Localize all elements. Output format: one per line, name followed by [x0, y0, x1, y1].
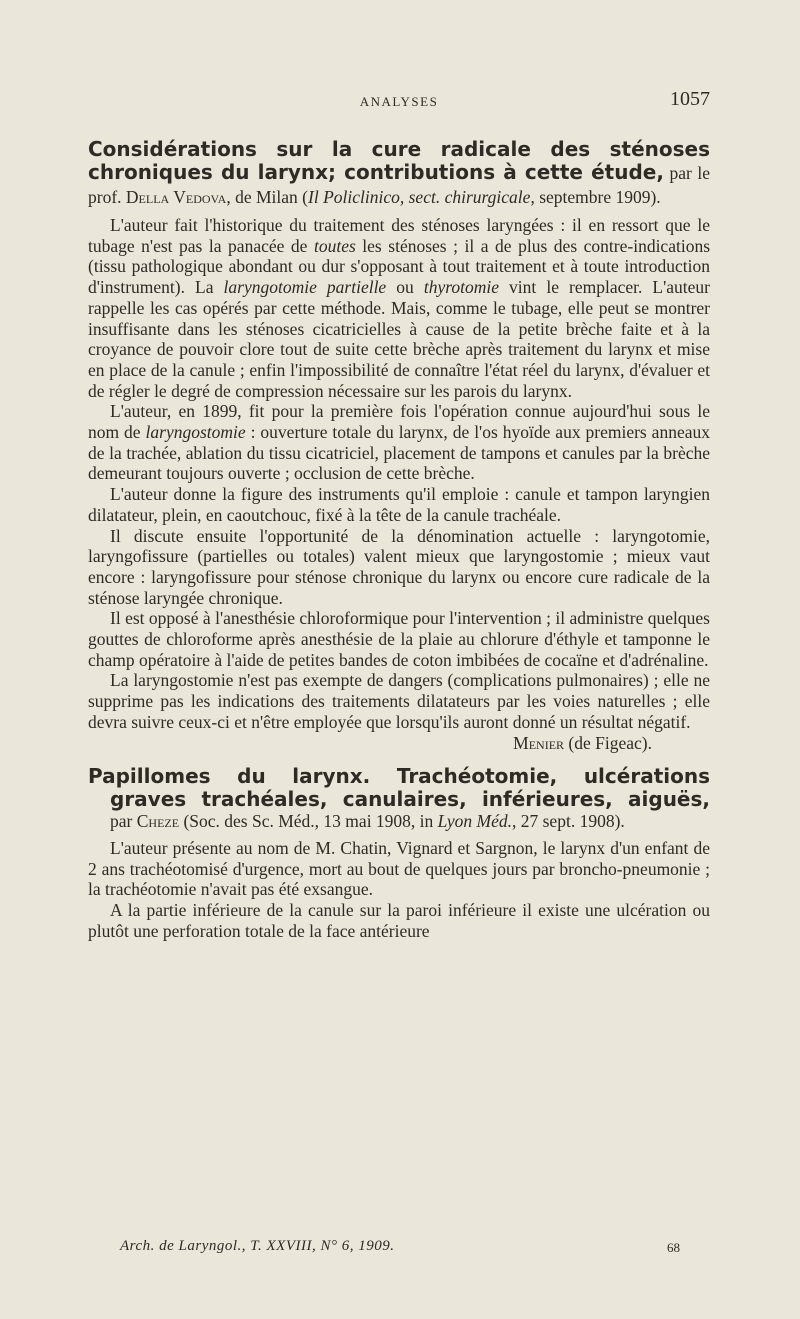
article-2-title-line-2: graves trachéales, canulaires, inférieures, aiguës, — [110, 787, 710, 812]
article-2-paragraph-2: A la partie inférieure de la canule sur la paroi inférieure il existe une ulcération ou plutôt une perforation totale de la face antérieure — [88, 900, 710, 941]
article-2-source: Lyon Méd. — [437, 811, 512, 832]
signature-name: Menier — [513, 732, 565, 753]
article-1-paragraph-3: L'auteur donne la figure des instruments qu'il emploie : canule et tampon laryngien dilatateur, plein, en caoutchouc, fixé à la tête de la canule trachéale. — [88, 484, 710, 525]
page-body — [88, 138, 710, 942]
signature-place: (de Figeac). — [564, 732, 652, 753]
article-1-heading — [88, 138, 710, 209]
article-1-paragraph-1: L'auteur fait l'historique du traitement des sténoses laryngées : il en ressort que le tubage n'est pas la panacée de toutes les sténoses ; il a de plus des contre-indications (tissu pathologique abondant ou dur s'opposant à tout traitement et à toute introduction d'instrument). La laryngotomie partielle ou thyrotomie vint le remplacer. L'auteur rappelle les cas opérés par cette méthode. Mais, comme le tubage, elle peut se montrer insuffisante dans les sténoses cicatricielles à cause de la petite brèche faite et à la croyance de pouvoir clore tout de suite cette brèche après traitement du larynx et mise en place de la canule ; enfin l'impossibilité de connaître l'état réel du larynx, d'évaluer et de régler le degré de compression nécessaire sur les parois du larynx. — [88, 215, 711, 401]
article-1-signature — [88, 733, 710, 754]
article-1-byline: par le prof. Della Vedova, de Milan (Il Policlinico, sect. chirurgicale, septembre 1909). — [88, 163, 710, 207]
article-2-paragraph-1: L'auteur présente au nom de M. Chatin, Vignard et Sargnon, le larynx d'un enfant de 2 ans trachéotomisé d'urgence, mort au bout de quelques jours par broncho-pneumonie ; la trachéotomie n'avait pas été exsangue. — [88, 837, 710, 900]
footer-journal: Arch. de Laryngol., T. XXVIII, N° 6, 1909. — [120, 1238, 395, 1254]
running-title: ANALYSES — [359, 94, 439, 109]
article-1-title: Considérations sur la cure radicale des sténoses chroniques du larynx; contributions à cette étude, — [88, 137, 710, 184]
page-header — [88, 88, 710, 118]
article-2-author: Cheze — [136, 811, 180, 832]
article-1-source: Il Policlinico, sect. chirurgicale — [308, 187, 531, 207]
article-2-title-line-1: Papillomes du larynx. Trachéotomie, ulcérations — [88, 764, 710, 789]
article-1-author: Della Vedova — [125, 187, 227, 207]
page-footer — [120, 1238, 680, 1260]
article-1-paragraph-4: Il discute ensuite l'opportunité de la dénomination actuelle : laryngotomie, laryngofissure (partielles ou totales) valent mieux que laryngostomie ; mieux vaut encore : laryngofissure pour sténose chronique du larynx ou encore cure radicale de la sténose laryngée chronique. — [88, 525, 710, 608]
article-1-paragraph-2: L'auteur, en 1899, fit pour la première fois l'opération connue aujourd'hui sous le nom de laryngostomie : ouverture totale du larynx, de l'os hyoïde aux premiers anneaux de la trachée, ablation du tissu cicatriciel, placement de tampons et canules par la brèche demeurant toujours ouverte ; occlusion de cette brèche. — [88, 401, 710, 484]
article-1-paragraph-6: La laryngostomie n'est pas exempte de dangers (complications pulmonaires) ; elle ne supprime pas les indications des traitements dilatateurs par les voies naturelles ; elle devra suivre ceux-ci et n'être employée que lorsqu'ils auront donné un résultat négatif. — [88, 670, 710, 732]
page-number: 1057 — [670, 88, 710, 110]
article-2 — [88, 765, 710, 941]
article-2-byline: par Cheze (Soc. des Sc. Méd., 13 mai 1908, in Lyon Méd., 27 sept. 1908). — [110, 811, 625, 832]
footer-signature-mark: 68 — [667, 1240, 680, 1255]
article-1-paragraph-5: Il est opposé à l'anesthésie chloroformique pour l'intervention ; il administre quelques gouttes de chloroforme après anesthésie de la plaie au chlorure d'éthyle et tamponne le champ opératoire à l'aide de petites bandes de coton imbibées de cocaïne et d'adrénaline. — [88, 608, 710, 670]
